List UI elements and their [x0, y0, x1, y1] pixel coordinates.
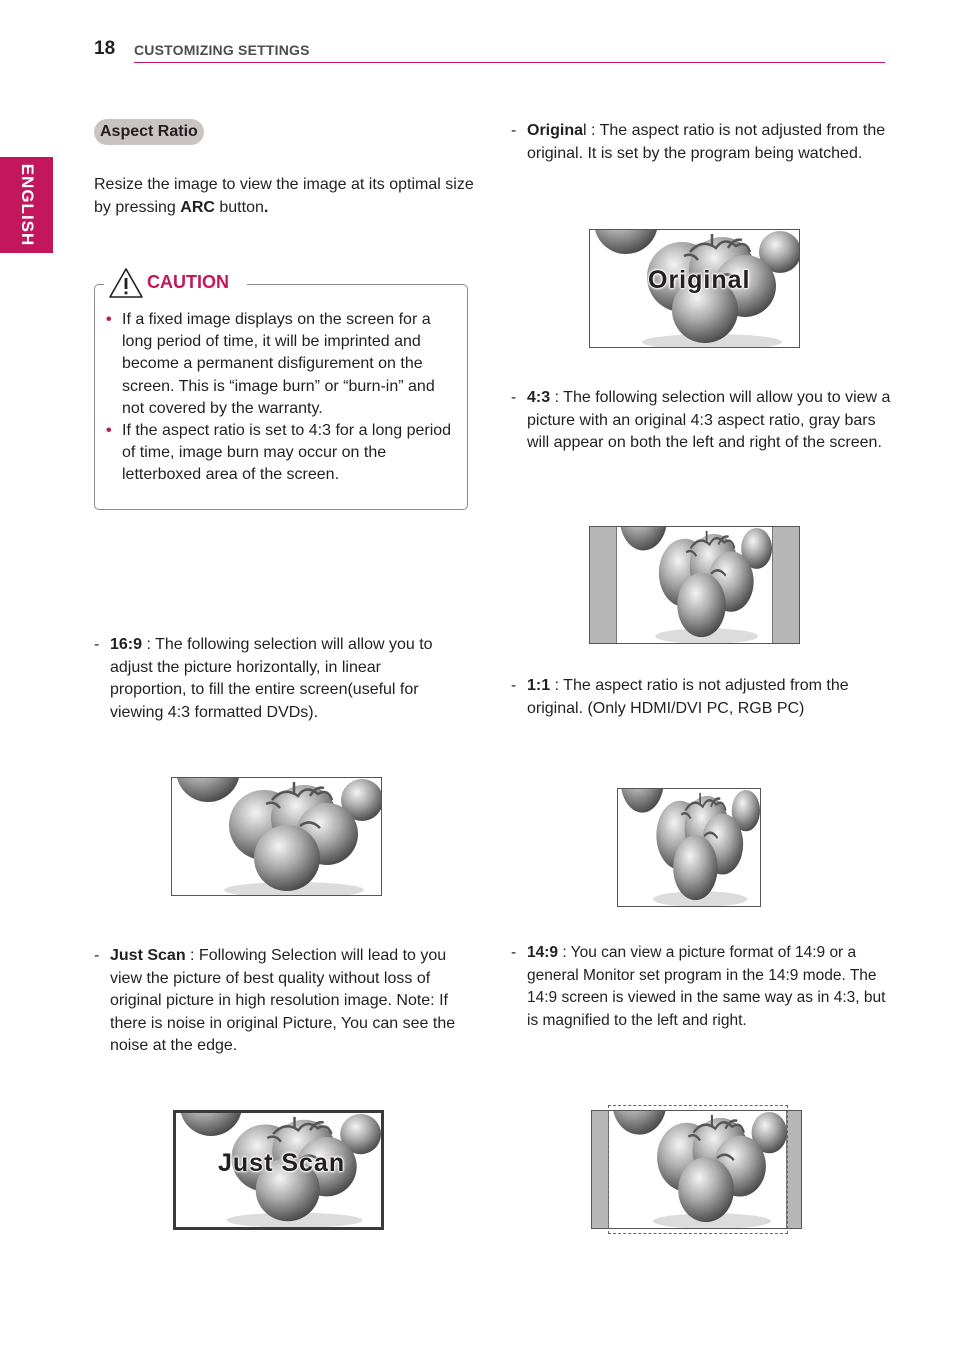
page-number: 18: [94, 38, 116, 59]
mode-description: : You can view a picture format of 14:9 or a general Monitor set program in the 14:9 mode. The 14:9 screen is viewed in the same way as in 4:3, but is magnified to the left and right.: [527, 944, 886, 1029]
gray-bar-left: [592, 1111, 609, 1228]
mode-description: : The following selection will allow you to view a picture with an original 4:3 aspect ratio, gray bars will appear on both the left and right of the screen.: [527, 389, 891, 451]
section-heading-aspect-ratio: Aspect Ratio: [94, 119, 204, 145]
language-tab-label: ENGLISH: [17, 163, 37, 247]
mode-name: 1:1: [527, 677, 551, 694]
mode-original: [511, 120, 886, 165]
figure-label: Just Scan: [218, 1149, 346, 1177]
mode-name-rest: l: [583, 122, 587, 139]
list-dash: -: [511, 677, 517, 694]
caution-list: [106, 309, 456, 487]
figure-label: Original: [648, 266, 751, 294]
intro-period: .: [263, 198, 269, 216]
list-dash: -: [94, 947, 100, 964]
figure-14-9-crop-outline: [608, 1105, 788, 1234]
list-dash: -: [511, 122, 517, 139]
warning-icon: [108, 267, 144, 299]
figure-just-scan: [173, 1110, 384, 1230]
caution-item: • If the aspect ratio is set to 4:3 for a long period of time, image burn may occur on the letterboxed area of the screen.: [106, 420, 456, 487]
mode-description: : The following selection will allow you to adjust the picture horizontally, in linear proportion, to fill the entire screen(useful for viewing 4:3 formatted DVDs).: [110, 636, 433, 721]
mode-description: : Following Selection will lead to you view the picture of best quality without loss of original picture in high resolution image. Note: If there is noise in original Picture, You can see the noise at the edge.: [110, 947, 456, 1054]
figure-16-9: [171, 777, 382, 896]
header-rule: [134, 62, 885, 63]
intro-text: Resize the image to view the image at its optimal size by pressing: [94, 176, 474, 216]
figure-original: [589, 229, 800, 348]
mode-4-3: [511, 387, 891, 455]
caution-item: • If a fixed image displays on the screen for a long period of time, it will be imprinted and become a permanent disfigurement on the screen. This is “image burn” or “burn-in” and not covered by the warranty.: [106, 309, 456, 420]
list-dash: -: [511, 389, 517, 406]
gray-bar-right: [786, 1111, 801, 1228]
mode-name: Origina: [527, 122, 584, 139]
section-title: CUSTOMIZING SETTINGS: [134, 42, 310, 58]
aspect-ratio-intro: [94, 174, 474, 219]
mode-1-1: [511, 675, 886, 720]
mode-just-scan: [94, 945, 474, 1058]
intro-text-end: button: [214, 198, 264, 216]
gray-bar-left: [590, 527, 617, 643]
gray-bar-right: [772, 527, 799, 643]
figure-1-1: [617, 788, 761, 907]
mode-name: 4:3: [527, 389, 551, 406]
arc-keyword: ARC: [180, 198, 215, 216]
mode-name: 14:9: [527, 944, 559, 961]
mode-14-9: [511, 942, 891, 1032]
caution-label: CAUTION: [147, 272, 229, 292]
mode-description: : The aspect ratio is not adjusted from the original. (Only HDMI/DVI PC, RGB PC): [527, 677, 849, 717]
list-dash: -: [511, 944, 517, 961]
list-dash: -: [94, 636, 100, 653]
figure-4-3: [589, 526, 800, 644]
mode-description: : The aspect ratio is not adjusted from the original. It is set by the program being watched.: [527, 122, 886, 162]
caution-rule: [247, 284, 383, 285]
language-tab: [0, 157, 53, 253]
mode-name: 16:9: [110, 636, 143, 653]
mode-name: Just Scan: [110, 947, 186, 964]
mode-16-9: [94, 634, 446, 724]
